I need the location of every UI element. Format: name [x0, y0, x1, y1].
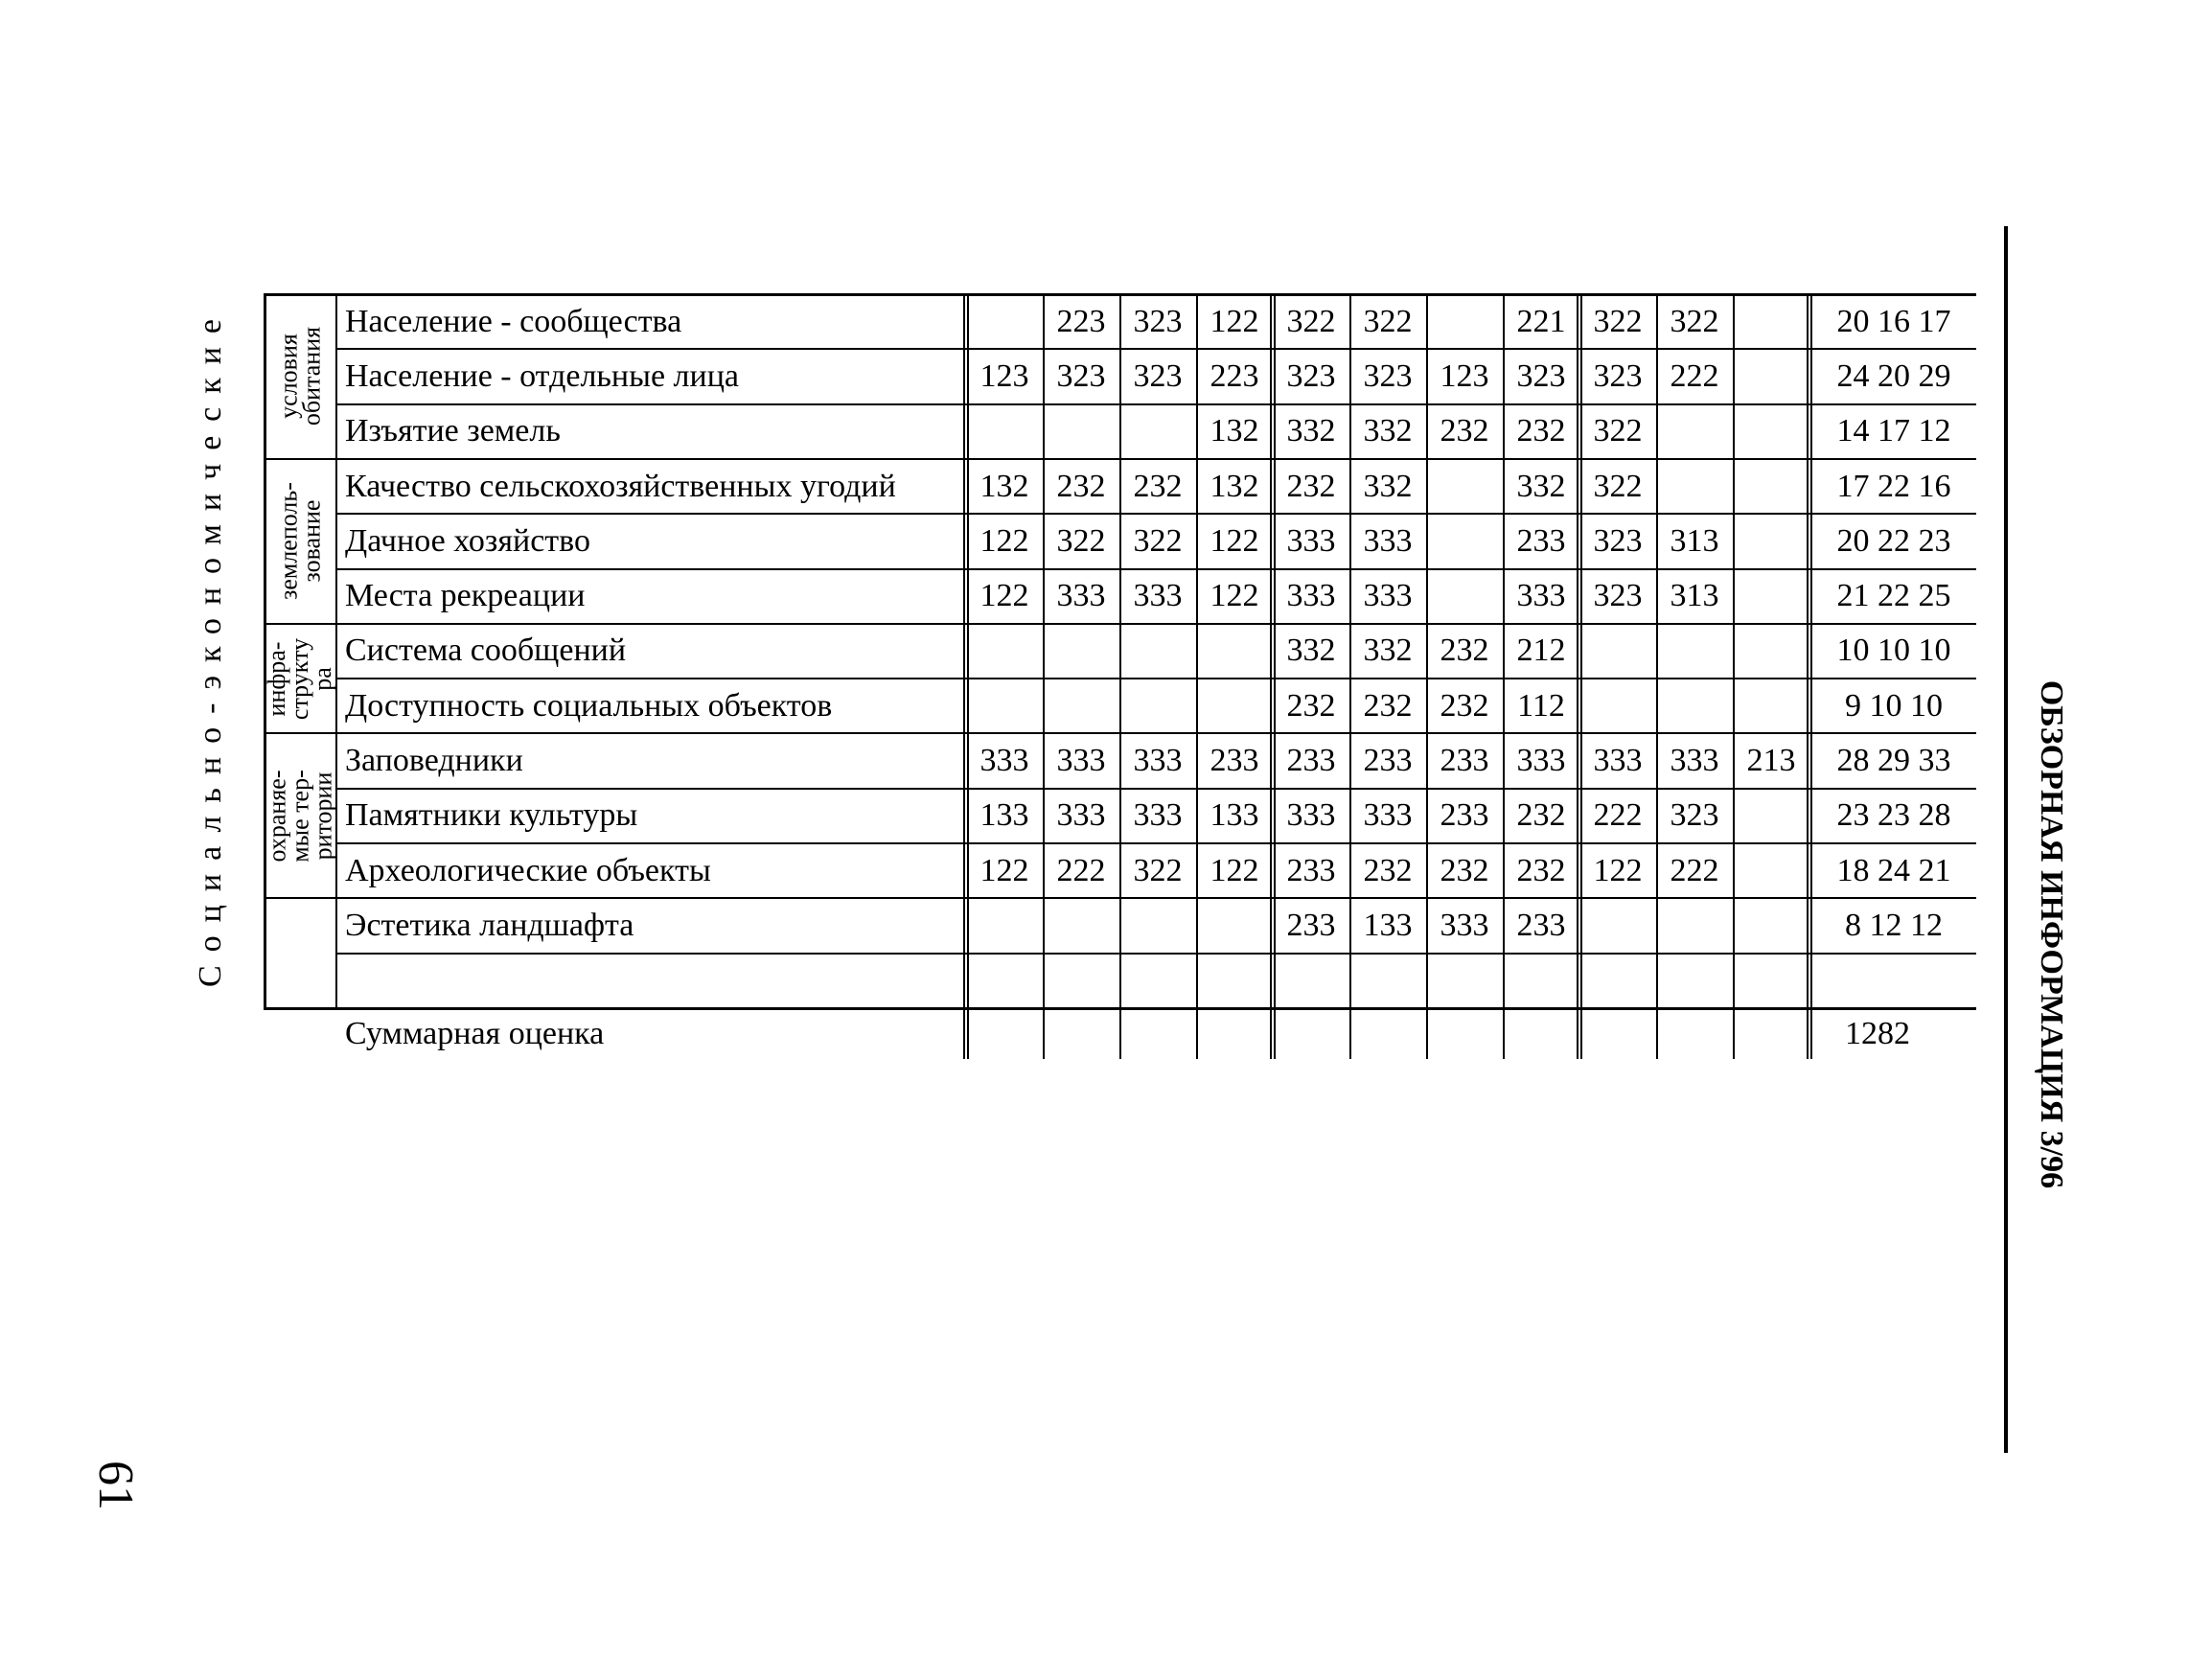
row-total: 10 10 10	[1836, 633, 1951, 669]
group-label-line: зование	[296, 499, 325, 583]
column-rule	[1733, 294, 1735, 1059]
column-rule	[1580, 294, 1582, 1059]
score-cell: 233	[1210, 743, 1259, 779]
score-cell: 322	[1056, 522, 1106, 559]
score-cell: 233	[1286, 907, 1336, 943]
group-label-line: охраняе-	[262, 770, 290, 863]
score-cell: 232	[1286, 468, 1336, 504]
row-rule	[335, 513, 1976, 515]
score-cell: 233	[1516, 907, 1566, 943]
score-cell: 333	[1363, 797, 1413, 834]
score-cell: 233	[1516, 522, 1566, 559]
score-cell: 132	[1210, 468, 1259, 504]
score-cell: 133	[1363, 907, 1413, 943]
score-cell: 322	[1593, 413, 1643, 449]
score-cell: 322	[1593, 303, 1643, 339]
group-label	[264, 733, 335, 898]
score-cell: 233	[1363, 743, 1413, 779]
row-rule	[335, 953, 1976, 955]
score-cell: 232	[1440, 687, 1489, 724]
score-cell: 212	[1516, 633, 1566, 669]
column-rule	[1270, 294, 1272, 1059]
row-label: Места рекреации	[345, 578, 586, 614]
score-cell: 333	[1670, 743, 1719, 779]
score-cell: 313	[1670, 522, 1719, 559]
score-cell: 333	[979, 743, 1029, 779]
group-label	[264, 624, 335, 734]
group-label-line: обитания	[296, 327, 325, 426]
score-cell: 333	[1133, 743, 1183, 779]
score-cell: 122	[1593, 852, 1643, 888]
score-cell: 333	[1133, 578, 1183, 614]
score-cell: 123	[1440, 357, 1489, 394]
score-cell: 232	[1363, 687, 1413, 724]
row-total: 17 22 16	[1836, 468, 1951, 504]
row-rule	[335, 788, 1976, 790]
group-label-line: землеполь-	[273, 482, 302, 601]
score-cell: 233	[1440, 797, 1489, 834]
score-cell: 332	[1516, 468, 1566, 504]
score-cell: 333	[1516, 743, 1566, 779]
side-rule	[2004, 226, 2008, 1453]
row-total: 8 12 12	[1845, 907, 1943, 943]
score-cell: 323	[1670, 797, 1719, 834]
score-cell: 322	[1363, 303, 1413, 339]
row-label: Заповедники	[345, 743, 523, 779]
score-cell: 333	[1056, 797, 1106, 834]
row-rule	[335, 678, 1976, 679]
row-label: Эстетика ландшафта	[345, 907, 634, 943]
score-cell: 232	[1363, 852, 1413, 888]
page-number: 61	[88, 1461, 143, 1510]
row-rule	[335, 403, 1976, 405]
score-cell: 322	[1670, 303, 1719, 339]
row-rule	[335, 842, 1976, 844]
score-cell: 322	[1286, 303, 1336, 339]
score-cell: 333	[1056, 578, 1106, 614]
score-cell: 232	[1056, 468, 1106, 504]
row-label: Система сообщений	[345, 633, 627, 669]
score-cell: 122	[1210, 522, 1259, 559]
score-cell: 223	[1056, 303, 1106, 339]
score-cell: 333	[1286, 797, 1336, 834]
score-cell: 323	[1133, 357, 1183, 394]
score-cell: 333	[1593, 743, 1643, 779]
score-cell: 132	[1210, 413, 1259, 449]
row-total: 14 17 12	[1836, 413, 1951, 449]
row-total: 18 24 21	[1836, 852, 1951, 888]
score-cell: 322	[1133, 522, 1183, 559]
score-cell: 332	[1363, 468, 1413, 504]
score-cell: 223	[1210, 357, 1259, 394]
score-cell: 232	[1440, 852, 1489, 888]
score-cell: 122	[1210, 303, 1259, 339]
group-label-line: инфра-	[262, 641, 290, 717]
score-cell: 323	[1133, 303, 1183, 339]
group-label-line: ритории	[308, 771, 336, 861]
group-label-line: мые тер-	[285, 770, 313, 863]
group-label-line: структу	[285, 637, 313, 720]
score-cell: 123	[979, 357, 1029, 394]
score-cell: 332	[1363, 413, 1413, 449]
section-title: Социально-экономические	[193, 305, 228, 987]
score-cell: 323	[1593, 522, 1643, 559]
score-cell: 332	[1286, 633, 1336, 669]
score-cell: 323	[1593, 357, 1643, 394]
score-cell: 323	[1286, 357, 1336, 394]
row-label: Доступность социальных объектов	[345, 687, 833, 724]
score-cell: 122	[1210, 578, 1259, 614]
row-label: Население - сообщества	[345, 303, 682, 339]
row-total: 23 23 28	[1836, 797, 1951, 834]
row-label: Археологические объекты	[345, 852, 711, 888]
score-cell: 222	[1670, 852, 1719, 888]
score-cell: 332	[1286, 413, 1336, 449]
score-cell: 333	[1286, 578, 1336, 614]
summary-label: Суммарная оценка	[345, 1015, 605, 1051]
column-rule	[1119, 294, 1121, 1059]
score-cell: 232	[1440, 413, 1489, 449]
score-cell: 333	[1133, 797, 1183, 834]
score-cell: 333	[1286, 522, 1336, 559]
score-cell: 222	[1056, 852, 1106, 888]
column-rule	[1043, 294, 1045, 1059]
row-label: Население - отдельные лица	[345, 357, 740, 394]
group-label	[264, 294, 335, 459]
row-total: 9 10 10	[1845, 687, 1943, 724]
score-cell: 333	[1056, 743, 1106, 779]
group-label-line: условия	[273, 334, 302, 420]
score-cell: 323	[1363, 357, 1413, 394]
group-label-line: ра	[308, 666, 336, 691]
row-rule	[335, 568, 1976, 570]
score-cell: 332	[1363, 633, 1413, 669]
score-cell: 222	[1593, 797, 1643, 834]
running-title: ОБЗОРНАЯ ИНФОРМАЦИЯ 3/96	[2034, 679, 2069, 1189]
row-label: Памятники культуры	[345, 797, 638, 834]
score-cell: 233	[1440, 743, 1489, 779]
score-cell: 213	[1746, 743, 1796, 779]
score-cell: 322	[1133, 852, 1183, 888]
score-cell: 333	[1440, 907, 1489, 943]
row-label: Качество сельскохозяйственных угодий	[345, 468, 896, 504]
score-cell: 232	[1516, 413, 1566, 449]
score-cell: 233	[1286, 852, 1336, 888]
score-cell: 133	[1210, 797, 1259, 834]
row-total: 24 20 29	[1836, 357, 1951, 394]
score-cell: 112	[1517, 687, 1565, 724]
score-cell: 232	[1440, 633, 1489, 669]
score-cell: 323	[1516, 357, 1566, 394]
score-cell: 122	[1210, 852, 1259, 888]
column-rule	[1810, 294, 1812, 1059]
column-rule	[1196, 294, 1198, 1059]
row-rule	[335, 348, 1976, 350]
score-cell: 323	[1593, 578, 1643, 614]
score-cell: 133	[979, 797, 1029, 834]
score-cell: 132	[979, 468, 1029, 504]
score-cell: 232	[1133, 468, 1183, 504]
score-cell: 222	[1670, 357, 1719, 394]
column-rule	[1807, 294, 1809, 1059]
score-cell: 333	[1516, 578, 1566, 614]
score-cell: 333	[1363, 578, 1413, 614]
row-total: 20 22 23	[1836, 522, 1951, 559]
score-cell: 313	[1670, 578, 1719, 614]
row-label: Дачное хозяйство	[345, 522, 590, 559]
score-cell: 232	[1516, 852, 1566, 888]
row-total: 28 29 33	[1836, 743, 1951, 779]
score-cell: 322	[1593, 468, 1643, 504]
row-total: 20 16 17	[1836, 303, 1951, 339]
score-cell: 221	[1516, 303, 1566, 339]
row-label: Изъятие земель	[345, 413, 561, 449]
summary-total: 1282	[1845, 1015, 1910, 1051]
group-label	[264, 459, 335, 624]
score-cell: 333	[1363, 522, 1413, 559]
score-cell: 323	[1056, 357, 1106, 394]
column-rule	[1656, 294, 1658, 1059]
row-total: 21 22 25	[1836, 578, 1951, 614]
score-cell: 233	[1286, 743, 1336, 779]
score-cell: 122	[979, 522, 1029, 559]
score-cell: 122	[979, 578, 1029, 614]
score-cell: 232	[1516, 797, 1566, 834]
score-cell: 232	[1286, 687, 1336, 724]
score-cell: 122	[979, 852, 1029, 888]
